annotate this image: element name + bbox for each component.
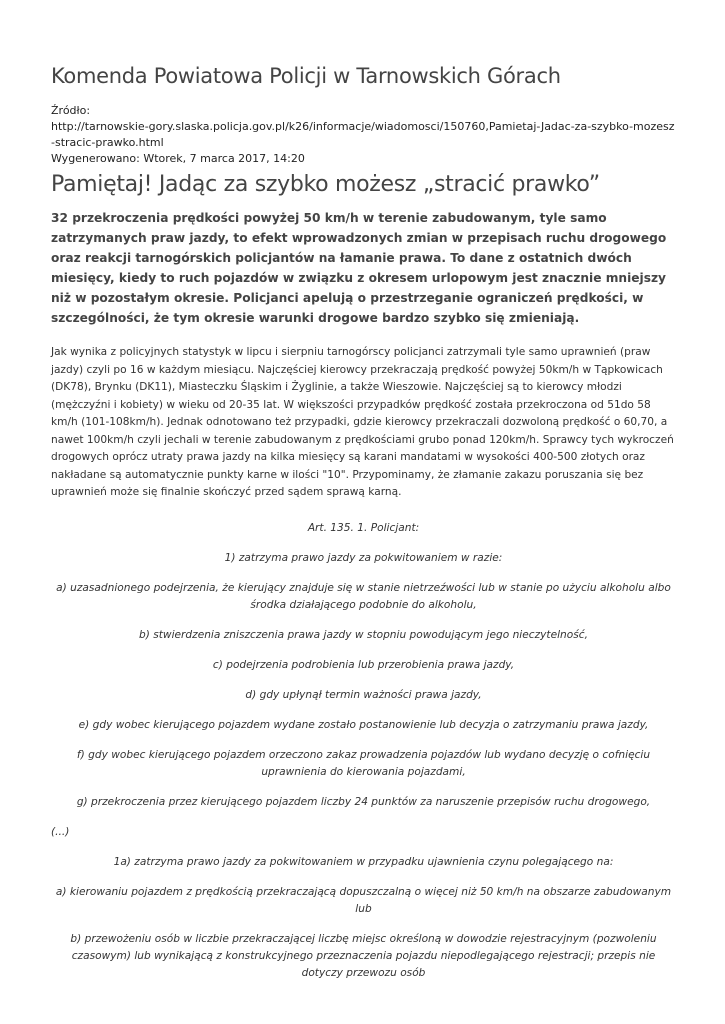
source-block	[51, 103, 676, 167]
generated-timestamp: Wygenerowano: Wtorek, 7 marca 2017, 14:20	[51, 152, 305, 165]
law-excerpt	[51, 520, 676, 995]
law-item-g: g) przekroczenia przez kierującego pojazdem liczby 24 punktów za naruszenie przepisów ruchu drogowego,	[76, 796, 651, 808]
article-body: Jak wynika z policyjnych statystyk w lipcu i sierpniu tarnogórscy policjanci zatrzymali tyle samo uprawnień (praw jazdy) czyli po 16 w każdym miesiącu. Najczęściej kierowcy przekraczają prędkość powyżej 50km/h w Tąpkowicach (DK78), Brynku (DK11), Miasteczku Śląskim i Żyglinie, a także Wieszowie. Najczęściej są to kierowcy młodzi (mężczyźni i kobiety) w wieku od 20-35 lat. W większości przypadków prędkość została przekroczona od 51do 58 km/h (101-108km/h). Jednak odnotowano też przypadki, gdzie kierowcy przekraczali dozwoloną prędkość o 60,70, a nawet 100km/h czyli jechali w terenie zabudowanym z prędkościami grubo ponad 120km/h. Sprawcy tych wykroczeń drogowych oprócz utraty prawa jazdy na kilka miesięcy są karani mandatami w wysokości 400-500 złotych oraz nakładane są automatycznie punkty karne w ilości "10". Przypominamy, że złamanie zakazu poruszania się bez uprawnień może się finalnie skończyć przed sądem sprawą karną.	[51, 346, 674, 498]
law-item-c: c) podejrzenia podrobienia lub przerobienia prawa jazdy,	[212, 659, 515, 671]
law-item-f: f) gdy wobec kierującego pojazdem orzeczono zakaz prowadzenia pojazdów lub wydano decyzję o cofnięciu uprawnienia do kierowania pojazdami,	[76, 749, 651, 778]
source-label: Źródło:	[51, 104, 91, 117]
law-point-1a: 1a) zatrzyma prawo jazdy za pokwitowaniem w przypadku ujawnienia czynu polegającego na:	[113, 856, 614, 868]
law-item-d: d) gdy upłynął termin ważności prawa jazdy,	[245, 689, 482, 701]
source-url[interactable]: http://tarnowskie-gory.slaska.policja.gov.pl/k26/informacje/wiadomosci/150760,Pamietaj-Jadac-za-szybko-mozesz-stracic-prawko.html	[51, 120, 675, 149]
law-item-1a-b: b) przewożeniu osób w liczbie przekraczającej liczbę miejsc określoną w dowodzie rejestracyjnym (pozwoleniu czasowym) lub wynikającą z konstrukcyjnego przeznaczenia pojazdu niepodlegającego rejestracji; przepis nie dotyczy przewozu osób	[70, 933, 657, 979]
law-item-a: a) uzasadnionego podejrzenia, że kierujący znajduje się w stanie nietrzeźwości lub w stanie po użyciu alkoholu albo środka działającego podobnie do alkoholu,	[56, 582, 671, 611]
article-title: Pamiętaj! Jadąc za szybko możesz „stracić prawko”	[51, 172, 600, 197]
law-item-e: e) gdy wobec kierującego pojazdem wydane zostało postanowienie lub decyzja o zatrzymaniu prawa jazdy,	[78, 719, 649, 731]
article-lead: 32 przekroczenia prędkości powyżej 50 km/h w terenie zabudowanym, tyle samo zatrzymanych praw jazdy, to efekt wprowadzonych zmian w przepisach ruchu drogowego oraz reakcji tarnogórskich policjantów na łamanie prawa. To dane z ostatnich dwóch miesięcy, kiedy to ruch pojazdów w związku z okresem urlopowym jest znacznie mniejszy niż w pozostałym okresie. Policjanci apelują o przestrzeganie ograniczeń prędkości, w szczególności, że tym okresie warunki drogowe bardzo szybko się zmieniają.	[51, 211, 667, 325]
law-item-b: b) stwierdzenia zniszczenia prawa jazdy w stopniu powodującym jego nieczytelność,	[139, 629, 588, 641]
law-article-heading: Art. 135. 1. Policjant:	[307, 522, 420, 534]
law-item-1a-a: a) kierowaniu pojazdem z prędkością przekraczającą dopuszczalną o więcej niż 50 km/h na obszarze zabudowanym lub	[55, 886, 672, 915]
site-title: Komenda Powiatowa Policji w Tarnowskich Górach	[51, 64, 561, 88]
law-ellipsis: (...)	[51, 826, 70, 838]
law-point-1: 1) zatrzyma prawo jazdy za pokwitowaniem w razie:	[224, 552, 503, 564]
